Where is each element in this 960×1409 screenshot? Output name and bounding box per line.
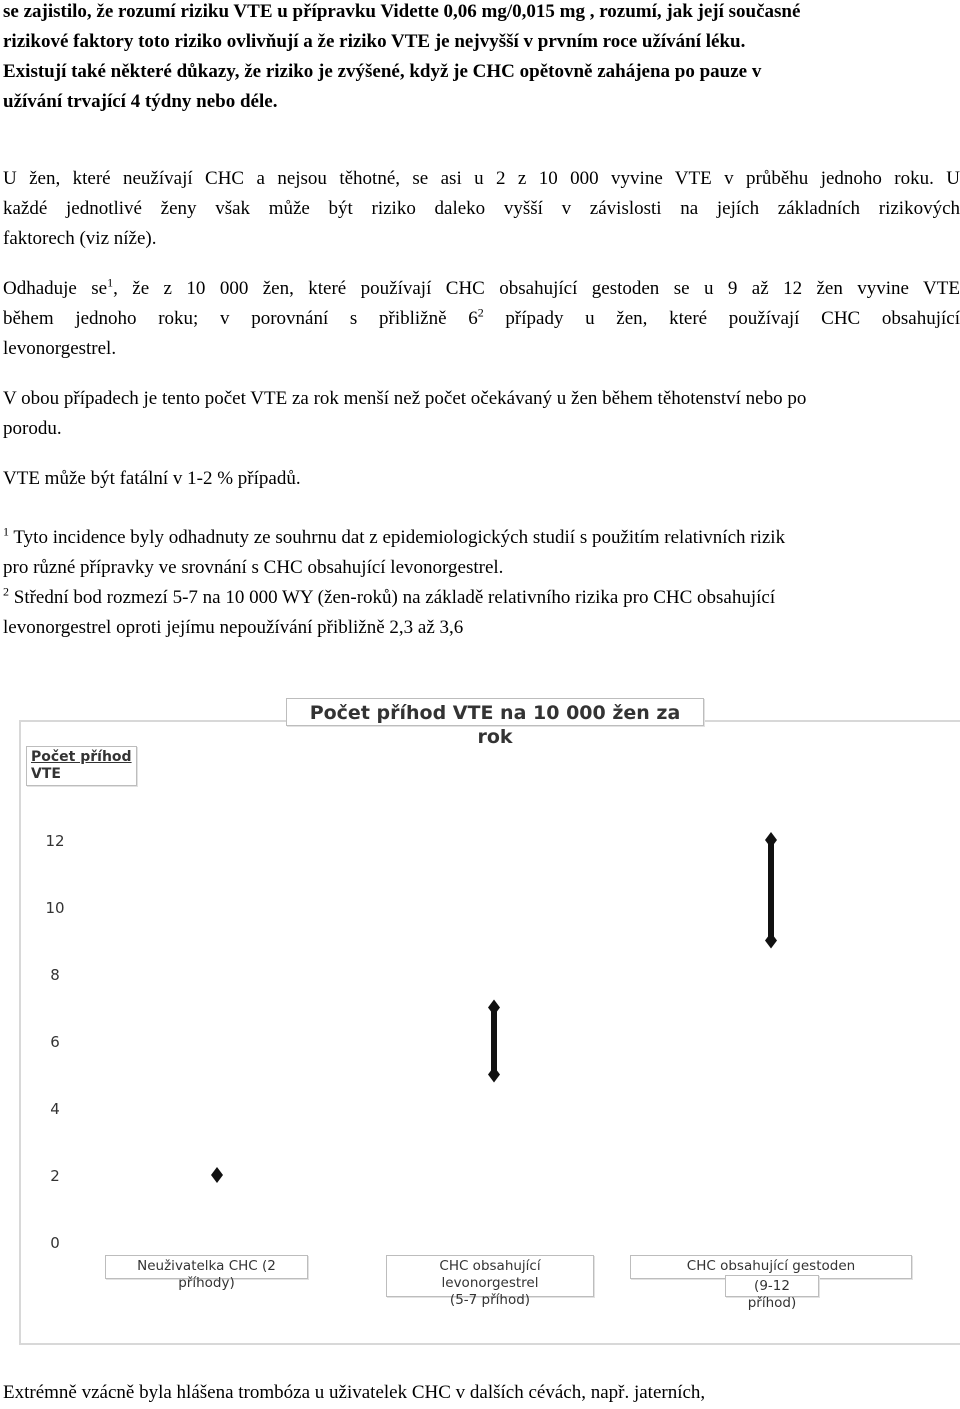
paragraph-estimate [3, 274, 960, 364]
footnote-1 [3, 523, 960, 553]
category-label-gestoden-range [725, 1275, 819, 1311]
footnote-mark: 1 [3, 524, 9, 539]
category-label-levonorgestrel [386, 1255, 594, 1308]
category-label-text: CHC obsahující levonorgestrel [439, 1258, 541, 1291]
text-fragment: Odhaduje se [3, 278, 108, 299]
footnote-ref: 1 [107, 275, 114, 290]
y-tick-label: 4 [50, 1100, 60, 1118]
y-axis-title-line: Počet příhod [31, 749, 132, 765]
text-fragment: případy u žen, které používají CHC obsahující [483, 308, 960, 329]
paragraph-line: V obou případech je tento počet VTE za rok menší než počet očekávaný u žen během těhotenství nebo po [3, 388, 807, 409]
intro-line: rizikové faktory toto riziko ovlivňují a že riziko VTE je nejvyšší v prvním roce užívání léku. [3, 31, 746, 52]
category-label-text: (9-12 příhod) [747, 1278, 797, 1311]
footnote-2 [3, 583, 960, 613]
chart-title: Počet příhod VTE na 10 000 žen za rok [286, 698, 704, 726]
text-fragment: , že z 10 000 žen, které používají CHC obsahující gestoden se u 9 až 12 žen vyvine VTE [113, 278, 960, 299]
y-tick-label: 0 [50, 1234, 60, 1252]
paragraph-line [3, 274, 960, 304]
paragraph-line: porodu. [3, 418, 62, 439]
footnote-ref: 2 [477, 305, 484, 320]
paragraph-line [3, 304, 960, 334]
y-axis-title [26, 746, 137, 786]
text-fragment: během jednoho roku; v porovnání s přibližně 6 [3, 308, 478, 329]
category-label-text: Neuživatelka CHC (2 příhody) [137, 1258, 276, 1291]
paragraph-line: faktorech (viz níže). [3, 228, 157, 249]
paragraph-line: VTE může být fatální v 1-2 % případů. [3, 468, 301, 489]
intro-line: se zajistilo, že rozumí riziku VTE u přípravku Vidette 0,06 mg/0,015 mg , rozumí, jak její současné [3, 1, 801, 22]
paragraph-comparison [3, 384, 960, 444]
footnote-text: Střední bod rozmezí 5-7 na 10 000 WY (žen-roků) na základě relativního rizika pro CHC obsahující [9, 587, 776, 608]
footnote-mark: 2 [3, 584, 9, 599]
intro-paragraph [3, 0, 960, 117]
y-tick-label: 6 [50, 1033, 60, 1051]
paragraph-line: levonorgestrel. [3, 338, 117, 359]
category-label-text: CHC obsahující gestoden [686, 1258, 856, 1274]
y-tick-label: 2 [50, 1167, 60, 1185]
bottom-paragraph: Extrémně vzácně byla hlášena trombóza u uživatelek CHC v dalších cévách, např. jaterních, [3, 1382, 706, 1403]
y-tick-label: 10 [45, 899, 65, 917]
paragraph-fatal [3, 464, 960, 494]
paragraph-non-users [3, 164, 960, 254]
paragraph-line: U žen, které neužívají CHC a nejsou těhotné, se asi u 2 z 10 000 vyvine VTE v průběhu jednoho roku. U [3, 168, 960, 189]
category-label-non-user [105, 1255, 308, 1291]
y-axis-title-line: VTE [31, 766, 61, 782]
footnote-text: Tyto incidence byly odhadnuty ze souhrnu dat z epidemiologických studií s použitím relativních rizik [9, 527, 786, 548]
y-tick-label: 8 [50, 966, 60, 984]
category-label-text: (5-7 příhod) [449, 1292, 531, 1308]
footnote-1-cont: pro různé přípravky ve srovnání s CHC obsahující levonorgestrel. [3, 557, 504, 578]
y-tick-label: 12 [45, 832, 65, 850]
footnotes [3, 523, 960, 643]
paragraph-line: každé jednotlivé ženy však může být riziko daleko vyšší v závislosti na jejích základních rizikových [3, 198, 960, 219]
footnote-2-cont: levonorgestrel oproti jejímu nepoužívání přibližně 2,3 až 3,6 [3, 617, 464, 638]
chart-frame [19, 720, 960, 1345]
intro-line: Existují také některé důkazy, že riziko je zvýšené, když je CHC opětovně zahájena po pauze v [3, 61, 762, 82]
intro-line: užívání trvající 4 týdny nebo déle. [3, 91, 278, 112]
